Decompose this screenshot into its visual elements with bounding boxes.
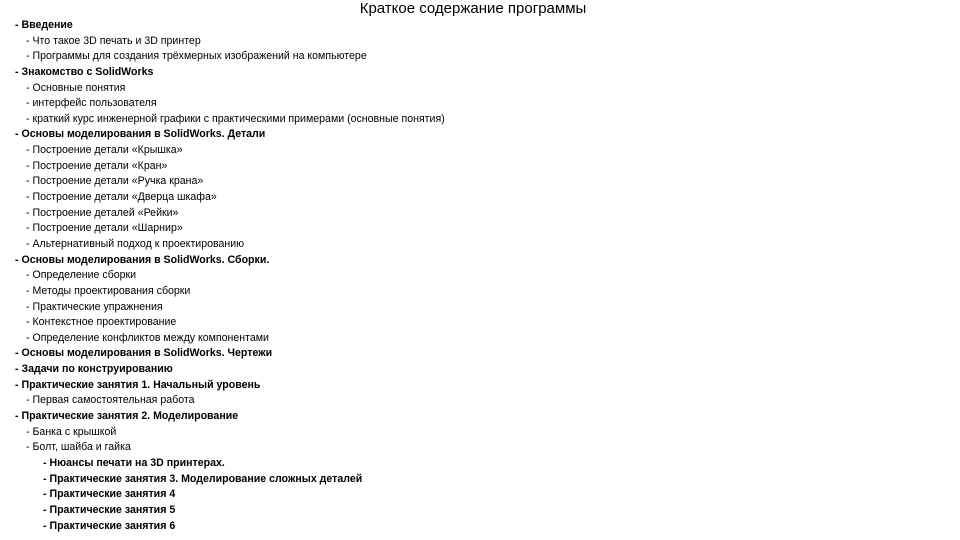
outline-subitem: - Первая самостоятельная работа bbox=[26, 394, 195, 407]
outline-subitem: - Практические упражнения bbox=[26, 300, 163, 313]
outline-subitem: - Основные понятия bbox=[26, 81, 126, 94]
outline-subitem: - Банка с крышкой bbox=[26, 425, 117, 438]
outline-subitem: - Альтернативный подход к проектированию bbox=[26, 237, 245, 250]
outline-section: - Основы моделирования в SolidWorks. Сборки. bbox=[15, 253, 270, 266]
outline-section: - Практические занятия 6 bbox=[43, 519, 176, 532]
outline-section: - Знакомство с SolidWorks bbox=[15, 65, 154, 78]
outline-subitem: - Построение детали «Кран» bbox=[26, 159, 168, 172]
outline-subitem: - Построение детали «Крышка» bbox=[26, 144, 183, 157]
outline-section: - Введение bbox=[15, 19, 73, 31]
outline-section: - Практические занятия 1. Начальный уровень bbox=[15, 378, 261, 391]
outline-subitem: - интерфейс пользователя bbox=[26, 97, 157, 110]
outline-section: - Практические занятия 4 bbox=[43, 488, 176, 501]
outline-subitem: - Построение детали «Шарнир» bbox=[26, 222, 183, 235]
outline-section: - Задачи по конструированию bbox=[15, 363, 173, 376]
outline-subitem: - краткий курс инженерной графики с практическими примерами (основные понятия) bbox=[26, 112, 445, 125]
outline-section: - Практические занятия 3. Моделирование сложных деталей bbox=[43, 472, 363, 485]
outline-subitem: - Определение сборки bbox=[26, 269, 137, 282]
outline-subitem: - Болт, шайба и гайка bbox=[26, 441, 131, 454]
outline-subitem: - Что такое 3D печать и 3D принтер bbox=[26, 34, 201, 47]
outline-section: - Практические занятия 2. Моделирование bbox=[15, 410, 239, 423]
outline-subitem: - Программы для создания трёхмерных изображений на компьютере bbox=[26, 50, 367, 63]
outline-section: - Основы моделирования в SolidWorks. Чертежи bbox=[15, 347, 273, 360]
outline-subitem: - Построение детали «Ручка крана» bbox=[26, 175, 204, 188]
outline-subitem: - Построение детали «Дверца шкафа» bbox=[26, 191, 217, 204]
outline-subitem: - Определение конфликтов между компонентами bbox=[26, 331, 269, 344]
outline-section: - Практические занятия 5 bbox=[43, 503, 176, 516]
outline-section: - Основы моделирования в SolidWorks. Детали bbox=[15, 128, 266, 141]
outline-subitem: - Построение деталей «Рейки» bbox=[26, 206, 179, 219]
slide-title: Краткое содержание программы bbox=[359, 0, 587, 17]
outline-subitem: - Контекстное проектирование bbox=[26, 316, 177, 329]
outline-subitem: - Методы проектирования сборки bbox=[26, 284, 191, 297]
program-outline bbox=[15, 18, 445, 534]
outline-section: - Нюансы печати на 3D принтерах. bbox=[43, 456, 225, 469]
